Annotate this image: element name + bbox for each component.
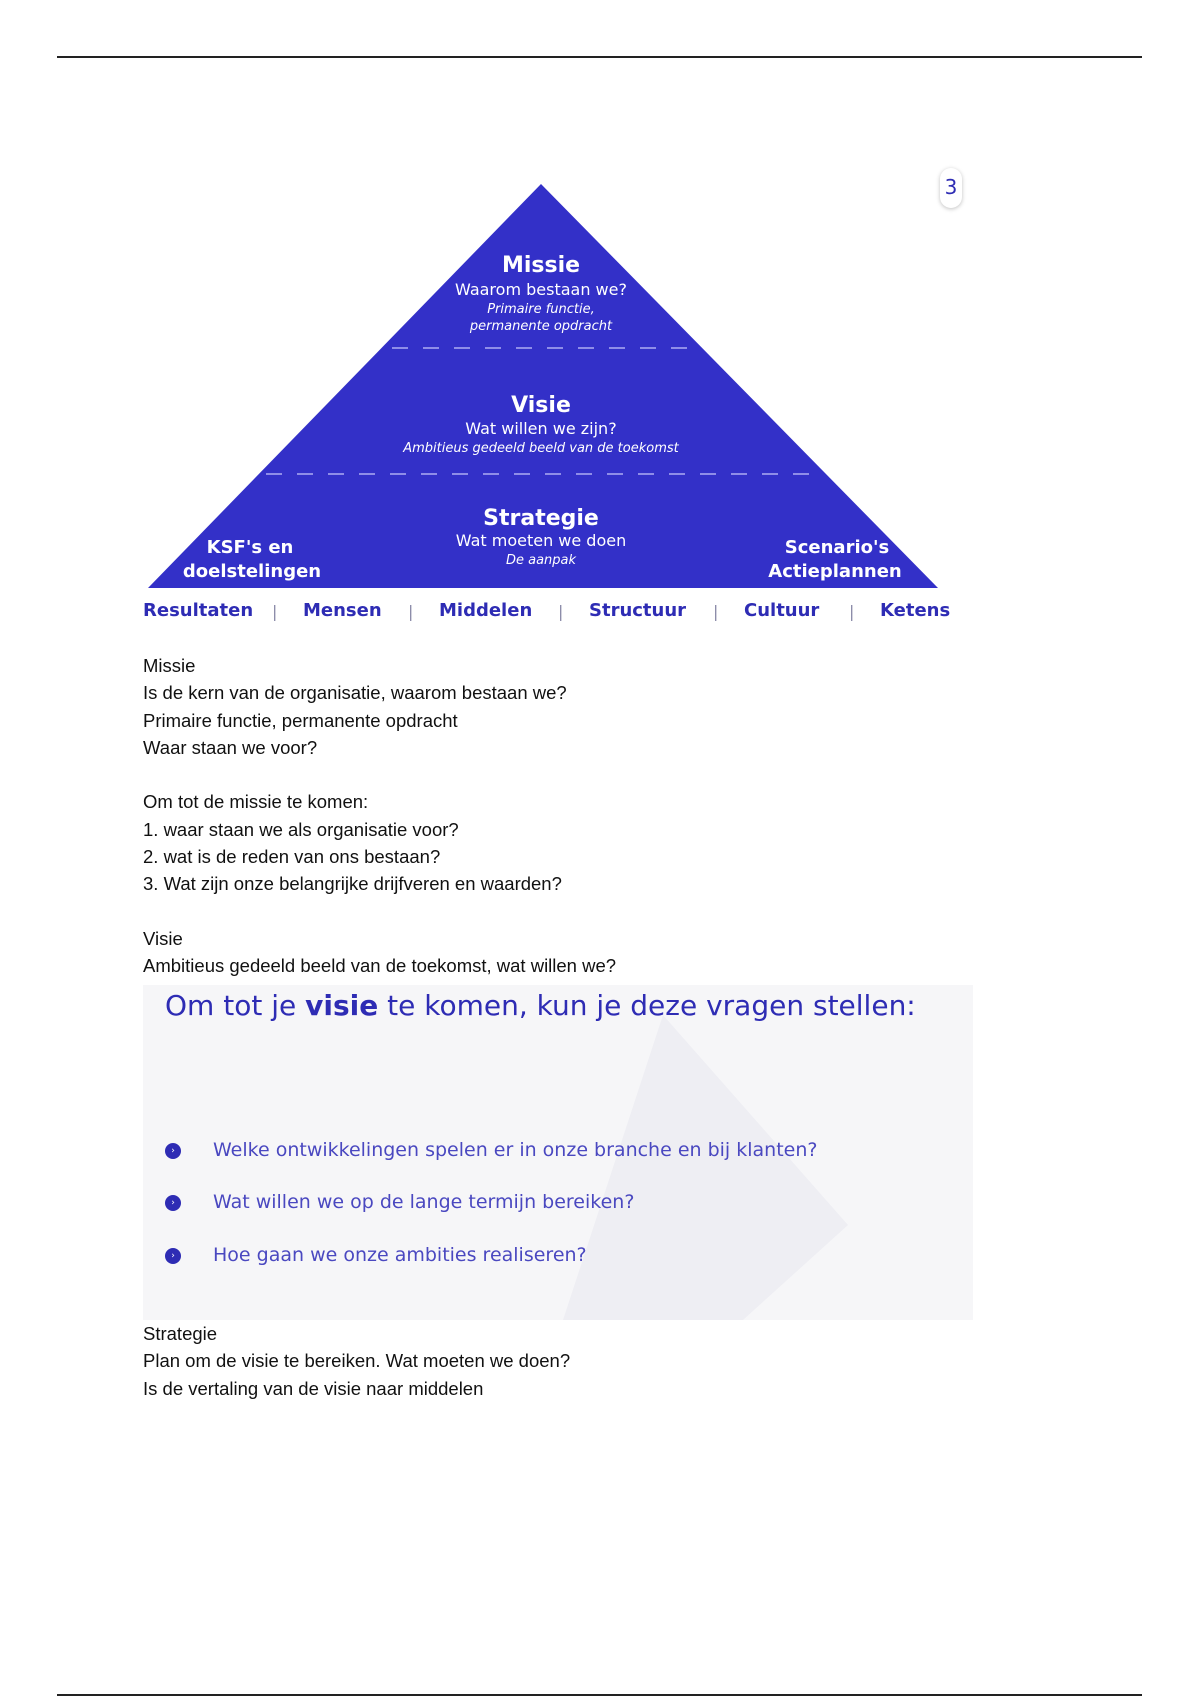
category-mensen: Mensen bbox=[303, 600, 382, 621]
missie-step: 2. wat is de reden van ons bestaan? bbox=[143, 846, 441, 868]
strategie-line: Is de vertaling van de visie naar middelen bbox=[143, 1377, 484, 1399]
category-cultuur: Cultuur bbox=[744, 600, 820, 621]
scenario-label-line1: Scenario's bbox=[784, 537, 890, 558]
category-separator: | bbox=[272, 602, 278, 621]
missie-steps-intro: Om tot de missie te komen: bbox=[143, 791, 369, 813]
visie-heading: Visie bbox=[143, 927, 183, 949]
category-separator: | bbox=[713, 602, 719, 621]
strategie-heading: Strategie bbox=[143, 1323, 218, 1344]
strategie-title: Strategie bbox=[483, 506, 599, 531]
pyramid-diagram bbox=[130, 170, 950, 590]
missie-step: 3. Wat zijn onze belangrijke drijfveren en waarden? bbox=[143, 873, 562, 895]
category-middelen: Middelen bbox=[439, 600, 533, 621]
visie-panel-title-after: te komen, kun je deze vragen stellen: bbox=[378, 989, 916, 1022]
expand-icon[interactable] bbox=[940, 168, 962, 208]
strategie-line: Plan om de visie te bereiken. Wat moeten we doen? bbox=[143, 1350, 571, 1372]
visie-questions-panel bbox=[143, 985, 973, 1320]
visie-question-text: Welke ontwikkelingen spelen er in onze branche en bij klanten? bbox=[213, 1139, 818, 1161]
missie-line: Waar staan we voor? bbox=[143, 736, 318, 758]
visie-note: Ambitieus gedeeld beeld van de toekomst bbox=[403, 441, 679, 456]
category-separator: | bbox=[408, 602, 414, 621]
missie-title: Missie bbox=[501, 253, 581, 278]
strategie-section bbox=[143, 1320, 570, 1402]
ksf-label-line1: KSF's en bbox=[206, 537, 294, 558]
bottom-rule bbox=[57, 1694, 1142, 1696]
category-separator: | bbox=[558, 602, 564, 621]
scenario-label-line2: Actieplannen bbox=[768, 561, 902, 582]
ksf-label-line2: doelstelingen bbox=[182, 561, 322, 582]
expand-icon-glyph: 3 bbox=[944, 175, 958, 199]
missie-heading: Missie bbox=[143, 655, 196, 676]
strategie-question: Wat moeten we doen bbox=[455, 531, 627, 550]
top-rule bbox=[57, 56, 1142, 58]
visie-panel-title bbox=[165, 989, 916, 1022]
missie-note-1: Primaire functie, bbox=[487, 302, 595, 317]
missie-line: Is de kern van de organisatie, waarom bestaan we? bbox=[143, 682, 567, 704]
visie-question: Wat willen we zijn? bbox=[465, 419, 617, 438]
missie-question: Waarom bestaan we? bbox=[455, 280, 627, 299]
visie-panel-title-before: Om tot je bbox=[165, 989, 306, 1022]
bullet-icon: › bbox=[165, 1143, 181, 1159]
missie-line: Primaire functie, permanente opdracht bbox=[143, 709, 458, 731]
visie-title: Visie bbox=[511, 393, 571, 418]
visie-question-text: Hoe gaan we onze ambities realiseren? bbox=[213, 1244, 587, 1266]
visie-question-text: Wat willen we op de lange termijn bereiken? bbox=[213, 1191, 635, 1213]
category-separator: | bbox=[849, 602, 855, 621]
visie-panel-title-bold: visie bbox=[305, 989, 379, 1022]
category-ketens: Ketens bbox=[880, 600, 951, 621]
missie-section bbox=[143, 652, 616, 980]
missie-step: 1. waar staan we als organisatie voor? bbox=[143, 818, 459, 840]
pyramid-categories bbox=[143, 600, 955, 628]
bullet-icon: › bbox=[165, 1248, 181, 1264]
category-structuur: Structuur bbox=[589, 600, 687, 621]
missie-note-2: permanente opdracht bbox=[469, 319, 613, 334]
visie-line: Ambitieus gedeeld beeld van de toekomst, wat willen we? bbox=[143, 955, 617, 977]
bullet-icon: › bbox=[165, 1195, 181, 1211]
strategie-note: De aanpak bbox=[505, 553, 577, 568]
category-resultaten: Resultaten bbox=[143, 600, 254, 621]
